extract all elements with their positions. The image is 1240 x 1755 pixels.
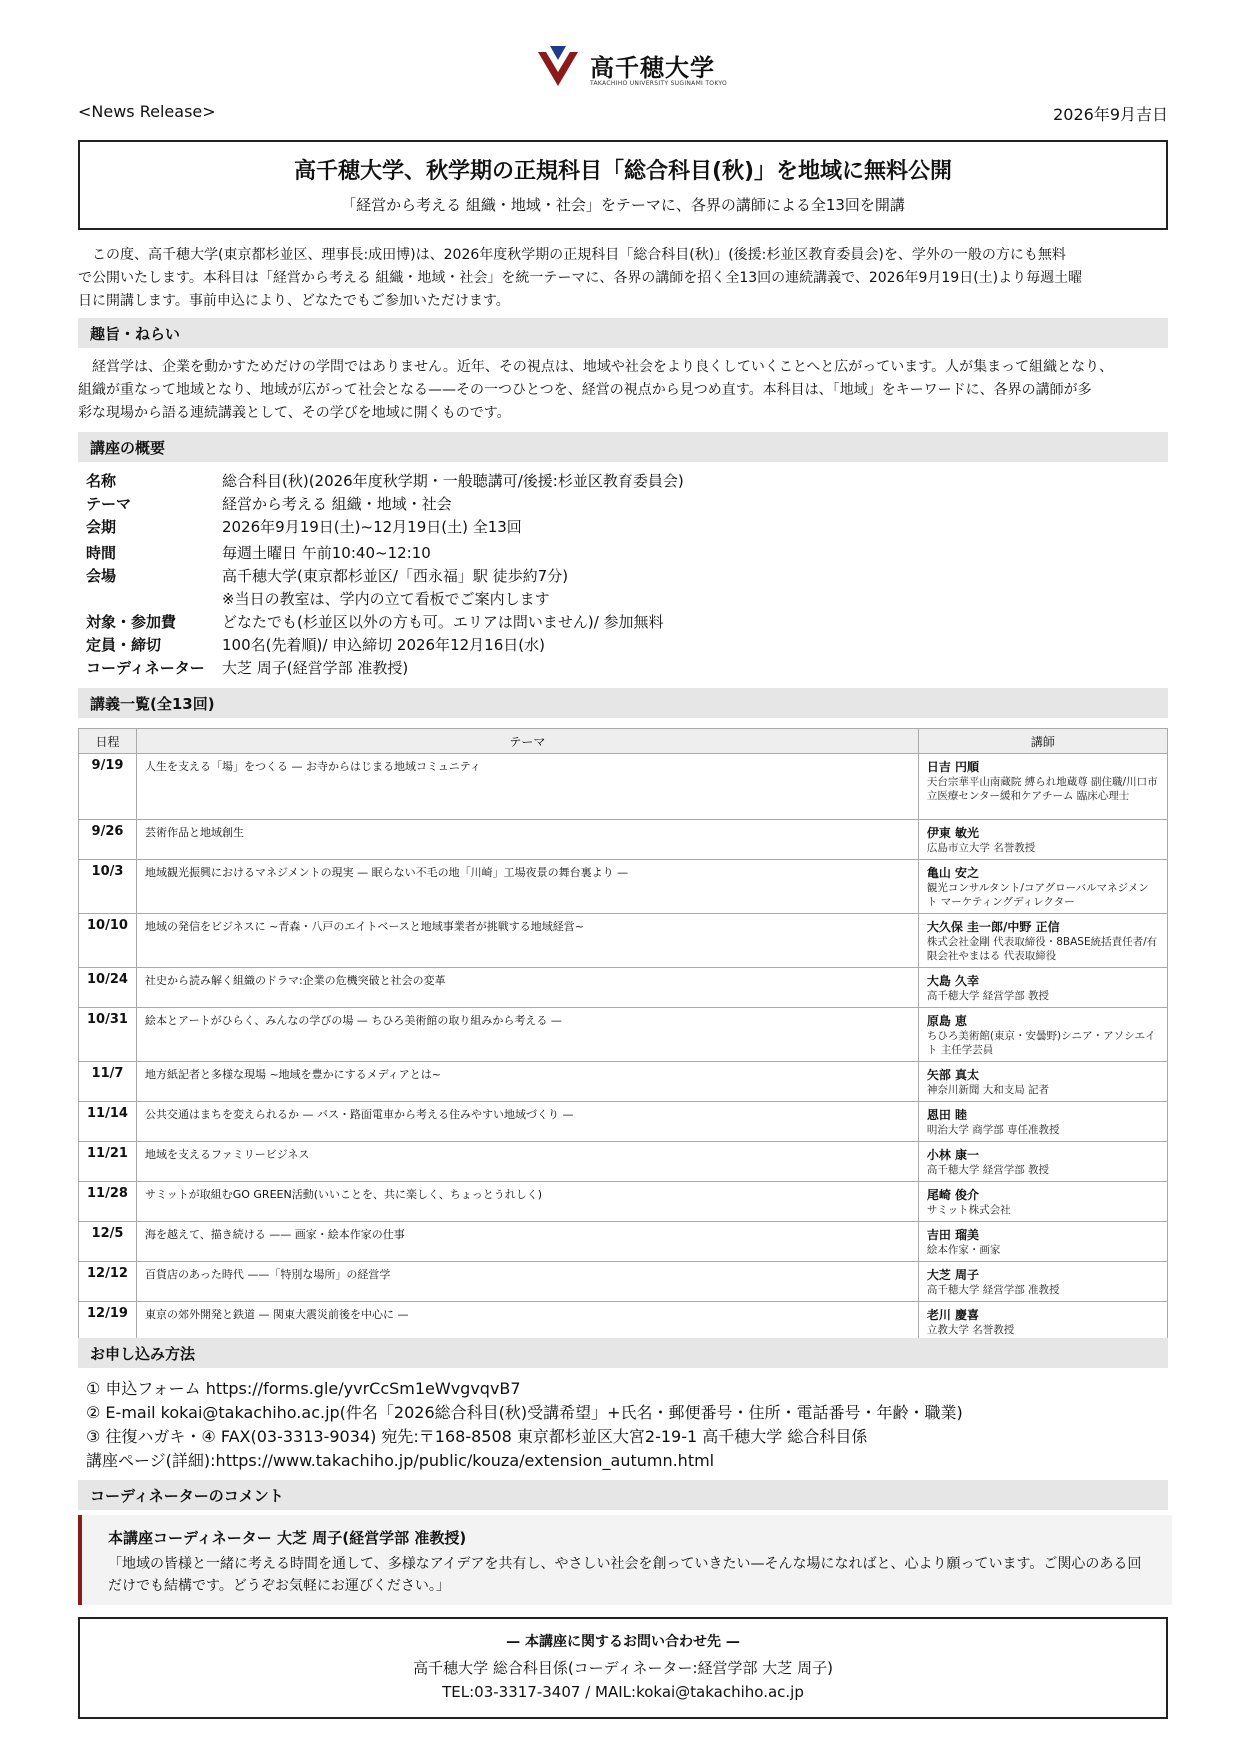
header-theme: テーマ <box>136 729 918 754</box>
apply-email-line[interactable]: ② E-mail kokai@takachiho.ac.jp(件名「2026総合科目(秋)受講希望」+氏名・郵便番号・住所・電話番号・年齢・職業) <box>86 1403 963 1422</box>
lecture-row <box>79 1102 1168 1142</box>
lecturer-affiliation: 高千穂大学 経営学部 教授 <box>926 990 1050 1002</box>
contact-tel-mail[interactable]: TEL:03-3317-3407 / MAIL:kokai@takachiho.ac.jp <box>442 1683 804 1701</box>
lecture-theme: 海を越えて、描き続ける —— 画家・絵本作家の仕事 <box>136 1222 918 1262</box>
lecturer-name: 大久保 圭一郎/中野 正信 <box>926 920 1060 934</box>
lecture-lecturer <box>918 820 1167 860</box>
lecturer-affiliation: 広島市立大学 名誉教授 <box>926 842 1036 854</box>
overview-key: コーディネーター <box>86 659 205 677</box>
lecture-date: 10/24 <box>79 968 137 1008</box>
header-lecturer: 講師 <box>918 729 1167 754</box>
lecture-header-row <box>79 729 1168 754</box>
lecturer-affiliation: 株式会社金剛 代表取締役・8BASE統括責任者/有限会社やまはる 代表取締役 <box>926 936 1158 962</box>
lecture-row <box>79 1062 1168 1102</box>
lecture-theme: 地方紙記者と多様な現場 ~地域を豊かにするメディアとは~ <box>136 1062 918 1102</box>
lecture-lecturer <box>918 968 1167 1008</box>
lecture-row <box>79 1262 1168 1302</box>
main-title: 高千穂大学、秋学期の正規科目「総合科目(秋)」を地域に無料公開 <box>293 159 953 184</box>
lecturer-affiliation: サミット株式会社 <box>926 1204 1011 1216</box>
lecturer-name: 老川 慶喜 <box>926 1308 980 1322</box>
section-title: お申し込み方法 <box>90 1345 196 1363</box>
aim-paragraph <box>78 356 1168 425</box>
lecturer-name: 矢部 真太 <box>926 1068 980 1082</box>
intro-paragraph <box>78 244 1168 313</box>
lecturer-name: 恩田 睦 <box>926 1108 968 1122</box>
lecture-theme: 東京の郊外開発と鉄道 — 関東大震災前後を中心に — <box>136 1302 918 1342</box>
lecture-date: 11/14 <box>79 1102 137 1142</box>
coordinator-comment <box>78 1515 1172 1605</box>
lecture-lecturer <box>918 1062 1167 1102</box>
lecture-row <box>79 1302 1168 1342</box>
lecture-theme: 地域観光振興におけるマネジメントの現実 — 眠らない不毛の地「川崎」工場夜景の舞台裏より — <box>136 860 918 914</box>
lecture-date: 9/26 <box>79 820 137 860</box>
overview-key: 定員・締切 <box>86 636 162 654</box>
section-comment <box>78 1480 1168 1510</box>
overview-key: 名称 <box>86 472 117 490</box>
apply-form-line[interactable]: ① 申込フォーム https://forms.gle/yvrCcSm1eWvgvqvB7 <box>86 1379 521 1398</box>
section-title: コーディネーターのコメント <box>90 1487 284 1505</box>
lecture-theme: 百貨店のあった時代 ——「特別な場所」の経営学 <box>136 1262 918 1302</box>
lecture-row <box>79 820 1168 860</box>
lecture-row <box>79 968 1168 1008</box>
lecture-date: 9/19 <box>79 754 137 820</box>
lecturer-name: 原島 恵 <box>926 1014 968 1028</box>
overview-value: 100名(先着順)/ 申込締切 2026年12月16日(水) <box>222 636 545 654</box>
lecturer-name: 亀山 安之 <box>926 866 980 880</box>
lecturer-name: 尾崎 俊介 <box>926 1188 980 1202</box>
header-date: 日程 <box>79 729 137 754</box>
section-lectures <box>78 688 1168 718</box>
lecture-lecturer <box>918 860 1167 914</box>
aim-line: 組織が重なって地域となり、地域が広がって社会となる——その一つひとつを、経営の視点から見つめ直す。本科目は、「地域」をキーワードに、各界の講師が多 <box>78 382 1092 398</box>
lecture-table <box>78 728 1168 1342</box>
lecturer-name: 小林 康一 <box>926 1148 980 1162</box>
lecture-date: 11/21 <box>79 1142 137 1182</box>
section-aim <box>78 318 1168 348</box>
lecture-row <box>79 1222 1168 1262</box>
university-logo <box>538 44 798 94</box>
lecture-lecturer <box>918 1142 1167 1182</box>
lecture-lecturer <box>918 914 1167 968</box>
lecturer-name: 大島 久幸 <box>926 974 980 988</box>
overview-value: ※当日の教室は、学内の立て看板でご案内します <box>222 590 550 608</box>
lecture-theme: 社史から読み解く組織のドラマ:企業の危機突破と社会の変革 <box>136 968 918 1008</box>
lecturer-affiliation: 観光コンサルタント/コアグローバルマネジメント マーケティングディレクター <box>926 882 1149 908</box>
release-date: 2026年9月吉日 <box>1053 105 1168 124</box>
overview-value: 毎週土曜日 午前10:40~12:10 <box>222 544 431 562</box>
intro-line: 日に開講します。事前申込により、どなたでもご参加いただけます。 <box>78 293 510 309</box>
overview-value: 総合科目(秋)(2026年度秋学期・一般聴講可/後援:杉並区教育委員会) <box>222 472 684 490</box>
contact-org: 高千穂大学 総合科目係(コーディネーター:経営学部 大芝 周子) <box>413 1659 833 1677</box>
lecture-date: 12/12 <box>79 1262 137 1302</box>
logo-university-en: TAKACHIHO UNIVERSITY SUGINAMI TOKYO <box>590 80 728 87</box>
overview-value: 大芝 周子(経営学部 准教授) <box>222 659 409 677</box>
lecture-lecturer <box>918 1222 1167 1262</box>
logo-university-name: 高千穂大学 <box>590 54 715 82</box>
overview-value: 高千穂大学(東京都杉並区/「西永福」駅 徒歩約7分) <box>222 567 569 585</box>
lecture-date: 12/5 <box>79 1222 137 1262</box>
lecture-date: 11/7 <box>79 1062 137 1102</box>
lecturer-name: 伊東 敏光 <box>926 826 980 840</box>
overview-key: 会期 <box>86 518 117 536</box>
course-page-link[interactable]: 講座ページ(詳細):https://www.takachiho.jp/public/kouza/extension_autumn.html <box>86 1451 715 1470</box>
overview-key: テーマ <box>86 495 132 513</box>
aim-line: 経営学は、企業を動かすためだけの学問ではありません。近年、その視点は、地域や社会をより良くしていくことへと広がっています。人が集まって組織となり、 <box>92 359 1114 375</box>
section-title: 講座の概要 <box>90 439 166 457</box>
lecturer-affiliation: 高千穂大学 経営学部 教授 <box>926 1164 1050 1176</box>
overview-value: 2026年9月19日(土)~12月19日(土) 全13回 <box>222 518 522 536</box>
lecturer-name: 吉田 瑠美 <box>926 1228 980 1242</box>
intro-line: この度、高千穂大学(東京都杉並区、理事長:成田博)は、2026年度秋学期の正規科目「総合科目(秋)」(後援:杉並区教育委員会)を、学外の一般の方にも無料 <box>92 247 1066 263</box>
lecture-lecturer <box>918 1182 1167 1222</box>
title-box <box>78 140 1168 230</box>
lecture-date: 10/10 <box>79 914 137 968</box>
overview-key: 会場 <box>86 567 117 585</box>
section-apply <box>78 1338 1168 1368</box>
lecturer-affiliation: 高千穂大学 経営学部 准教授 <box>926 1284 1060 1296</box>
lecturer-name: 日吉 円順 <box>926 760 980 774</box>
lecturer-affiliation: 立教大学 名誉教授 <box>926 1324 1015 1336</box>
lecturer-affiliation: ちひろ美術館(東京・安曇野)シニア・アソシエイト 主任学芸員 <box>926 1030 1156 1056</box>
lecture-theme: 地域の発信をビジネスに ~青森・八戸のエイトベースと地域事業者が挑戦する地域経営~ <box>136 914 918 968</box>
lecture-theme: 公共交通はまちを変えられるか — バス・路面電車から考える住みやすい地域づくり — <box>136 1102 918 1142</box>
contact-box <box>78 1617 1168 1719</box>
lecture-row <box>79 754 1168 820</box>
lecture-row <box>79 1182 1168 1222</box>
contact-title: — 本講座に関するお問い合わせ先 — <box>506 1634 740 1650</box>
lecture-theme: サミットが取組むGO GREEN活動(いいことを、共に楽しく、ちょっとうれしく) <box>136 1182 918 1222</box>
section-title: 趣旨・ねらい <box>90 325 181 343</box>
lecturer-name: 大芝 周子 <box>926 1268 980 1282</box>
lecture-lecturer <box>918 1262 1167 1302</box>
lecture-date: 10/3 <box>79 860 137 914</box>
lecture-row <box>79 1142 1168 1182</box>
lecture-theme: 芸術作品と地域創生 <box>136 820 918 860</box>
lecture-row <box>79 914 1168 968</box>
apply-postal-fax-line: ③ 往復ハガキ・④ FAX(03-3313-9034) 宛先:〒168-8508 東京都杉並区大宮2-19-1 高千穂大学 総合科目係 <box>86 1427 868 1446</box>
section-overview <box>78 432 1168 462</box>
overview-key: 対象・参加費 <box>86 613 177 631</box>
lecture-row <box>79 1008 1168 1062</box>
overview-value: どなたでも(杉並区以外の方も可。エリアは問いません)/ 参加無料 <box>222 613 664 631</box>
comment-heading: 本講座コーディネーター 大芝 周子(経営学部 准教授) <box>108 1529 467 1547</box>
lecture-theme: 絵本とアートがひらく、みんなの学びの場 — ちひろ美術館の取り組みから考える — <box>136 1008 918 1062</box>
lecture-row <box>79 860 1168 914</box>
lecture-date: 10/31 <box>79 1008 137 1062</box>
overview-value: 経営から考える 組織・地域・社会 <box>222 495 452 513</box>
logo-mark-icon <box>538 46 578 88</box>
release-label: <News Release> <box>78 102 216 121</box>
sub-title: 「経営から考える 組織・地域・社会」をテーマに、各界の講師による全13回を開講 <box>341 196 905 214</box>
lecture-lecturer <box>918 1102 1167 1142</box>
lecture-date: 12/19 <box>79 1302 137 1342</box>
overview-key: 時間 <box>86 544 117 562</box>
lecture-lecturer <box>918 754 1167 820</box>
lecture-theme: 地域を支えるファミリービジネス <box>136 1142 918 1182</box>
section-title: 講義一覧(全13回) <box>90 695 215 713</box>
intro-line: で公開いたします。本科目は「経営から考える 組織・地域・社会」を統一テーマに、各界の講師を招く全13回の連続講義で、2026年9月19日(土)より毎週土曜 <box>78 270 1083 286</box>
lecture-theme: 人生を支える「場」をつくる — お寺からはじまる地域コミュニティ <box>136 754 918 820</box>
lecture-lecturer <box>918 1302 1167 1342</box>
lecturer-affiliation: 明治大学 商学部 専任准教授 <box>926 1124 1060 1136</box>
aim-line: 彩な現場から語る連続講義として、その学びを地域に開くものです。 <box>78 405 511 421</box>
lecturer-affiliation: 神奈川新聞 大和支局 記者 <box>926 1084 1050 1096</box>
comment-body: 「地域の皆様と一緒に考える時間を通して、多様なアイデアを共有し、やさしい社会を創っていきたい—そんな場になればと、心より願っています。ご関心のある回だけでも結構です。どうぞお気軽にお運びください。」 <box>108 1556 1142 1594</box>
lecture-lecturer <box>918 1008 1167 1062</box>
lecturer-affiliation: 絵本作家・画家 <box>926 1244 1001 1256</box>
lecturer-affiliation: 天台宗華平山南蔵院 縛られ地蔵尊 副住職/川口市立医療センター緩和ケアチーム 臨床心理士 <box>926 776 1158 802</box>
lecture-date: 11/28 <box>79 1182 137 1222</box>
